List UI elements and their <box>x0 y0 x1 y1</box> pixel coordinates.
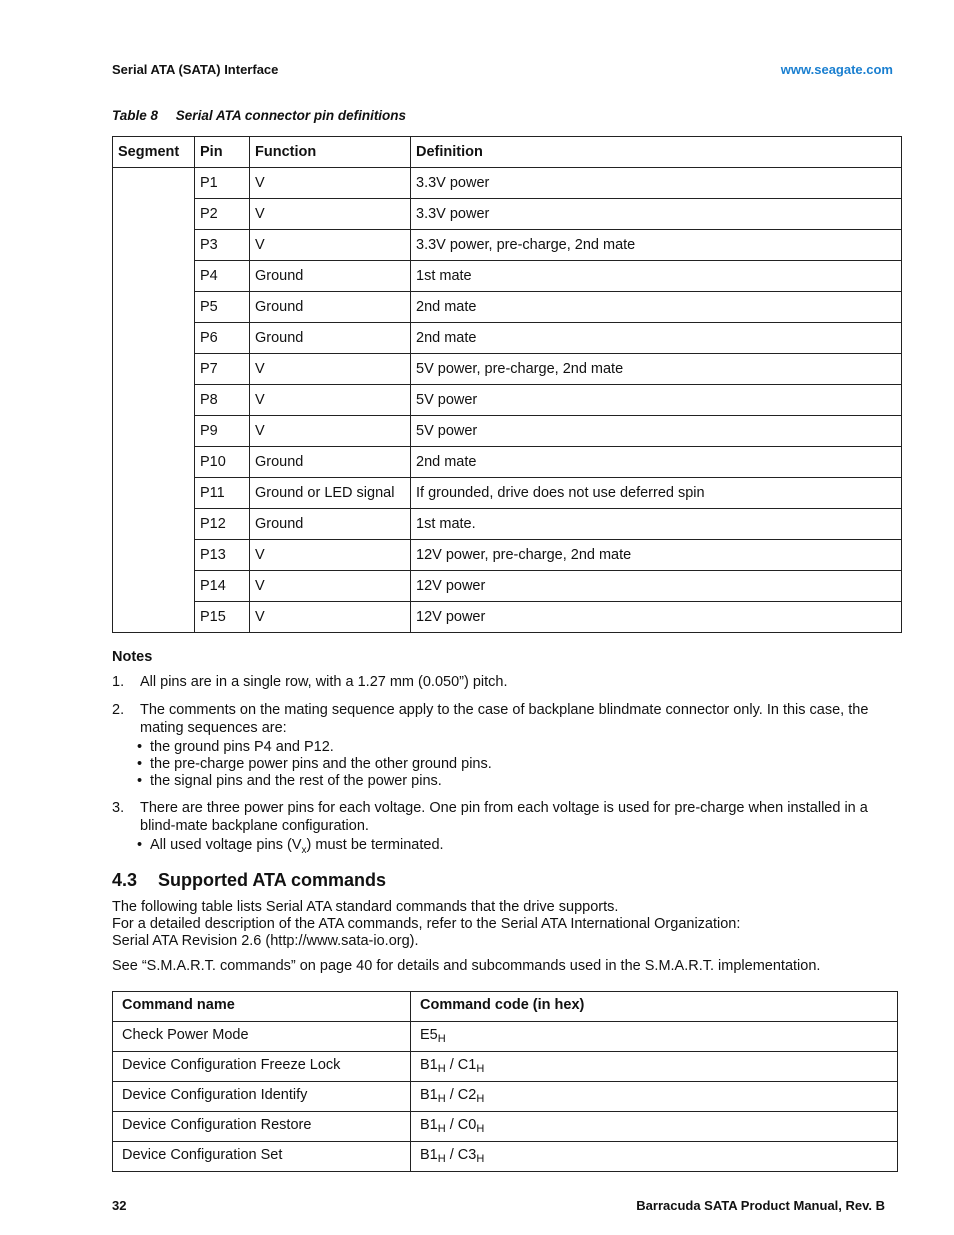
definition-cell: 5V power <box>411 385 902 416</box>
hex-code: C3 <box>457 1147 477 1163</box>
table-row <box>113 602 902 633</box>
function-cell: V <box>250 230 411 261</box>
table-caption-text: Serial ATA connector pin definitions <box>175 108 407 123</box>
hex-code: C1 <box>457 1057 477 1073</box>
table-row <box>113 1082 898 1112</box>
hex-code: E5 <box>420 1027 438 1043</box>
segment-cell <box>113 168 195 633</box>
command-code-cell <box>411 1082 898 1112</box>
hex-code: B1 <box>420 1057 438 1073</box>
definition-cell: If grounded, drive does not use deferred spin <box>411 478 902 509</box>
definition-cell: 1st mate <box>411 261 902 292</box>
hex-code: B1 <box>420 1087 438 1103</box>
table-row <box>113 199 902 230</box>
column-header-pin: Pin <box>195 137 250 168</box>
command-name-cell: Device Configuration Set <box>113 1142 411 1172</box>
definition-cell: 3.3V power <box>411 168 902 199</box>
table-row <box>113 1022 898 1052</box>
table-row <box>113 354 902 385</box>
pin-cell: P7 <box>195 354 250 385</box>
command-name-cell: Check Power Mode <box>113 1022 411 1052</box>
table-header-row <box>113 992 898 1022</box>
function-cell: Ground <box>250 292 411 323</box>
table-row <box>113 509 902 540</box>
pin-cell: P11 <box>195 478 250 509</box>
definition-cell: 12V power <box>411 571 902 602</box>
table-row <box>113 1142 898 1172</box>
subscript: x <box>301 844 307 856</box>
pin-cell: P4 <box>195 261 250 292</box>
pin-cell: P5 <box>195 292 250 323</box>
definition-cell: 2nd mate <box>411 447 902 478</box>
definition-cell: 2nd mate <box>411 292 902 323</box>
table-row <box>113 230 902 261</box>
list-item: • the ground pins P4 and P12. <box>140 739 902 756</box>
command-code-cell <box>411 1022 898 1052</box>
table-row <box>113 385 902 416</box>
pin-table-body <box>113 168 902 633</box>
hex-suffix: H <box>476 1093 485 1105</box>
function-cell: V <box>250 602 411 633</box>
commands-table-body <box>113 1022 898 1172</box>
definition-cell: 1st mate. <box>411 509 902 540</box>
note-number: 3. <box>112 800 125 816</box>
column-header-command-code: Command code (in hex) <box>411 992 898 1022</box>
command-name-cell: Device Configuration Freeze Lock <box>113 1052 411 1082</box>
pin-cell: P3 <box>195 230 250 261</box>
smart-reference-paragraph: See “S.M.A.R.T. commands” on page 40 for details and subcommands used in the S.M.A.R.T. implementation. <box>112 958 821 974</box>
footer-manual-title: Barracuda SATA Product Manual, Rev. B <box>636 1198 885 1213</box>
definition-cell: 12V power, pre-charge, 2nd mate <box>411 540 902 571</box>
function-cell: V <box>250 354 411 385</box>
table-row <box>113 571 902 602</box>
paragraph-line: For a detailed description of the ATA commands, refer to the Serial ATA International Organization: <box>112 916 741 932</box>
bullet-text: ) must be terminated. <box>306 837 444 853</box>
table-row <box>113 261 902 292</box>
command-code-cell <box>411 1112 898 1142</box>
definition-cell: 12V power <box>411 602 902 633</box>
table-row <box>113 168 902 199</box>
function-cell: Ground or LED signal <box>250 478 411 509</box>
function-cell: V <box>250 540 411 571</box>
pin-cell: P12 <box>195 509 250 540</box>
column-header-segment: Segment <box>113 137 195 168</box>
table-row <box>113 1052 898 1082</box>
list-item: • the pre-charge power pins and the other ground pins. <box>140 756 902 773</box>
notes-heading: Notes <box>112 649 153 665</box>
function-cell: V <box>250 385 411 416</box>
definition-cell: 2nd mate <box>411 323 902 354</box>
function-cell: Ground <box>250 261 411 292</box>
command-code-cell <box>411 1142 898 1172</box>
note-2 <box>112 701 902 790</box>
table-header-row <box>113 137 902 168</box>
header-section-title: Serial ATA (SATA) Interface <box>112 62 279 77</box>
note-text: There are three power pins for each voltage. One pin from each voltage is used for pre-charge when installed in a blind-mate backplane configuration. <box>140 800 868 834</box>
pin-cell: P9 <box>195 416 250 447</box>
table-row <box>113 292 902 323</box>
hex-code: B1 <box>420 1117 438 1133</box>
hex-suffix: H <box>437 1153 446 1165</box>
note-number: 2. <box>112 702 125 718</box>
code-separator: / <box>445 1087 458 1103</box>
header-website-link[interactable]: www.seagate.com <box>780 62 893 77</box>
paragraph-line: Serial ATA Revision 2.6 (http://www.sata-io.org). <box>112 933 419 949</box>
list-item <box>140 837 902 859</box>
table-row <box>113 478 902 509</box>
definition-cell: 5V power <box>411 416 902 447</box>
command-name-cell: Device Configuration Restore <box>113 1112 411 1142</box>
pin-definitions-table <box>112 136 902 633</box>
table-row <box>113 323 902 354</box>
list-item: • the signal pins and the rest of the power pins. <box>140 773 902 790</box>
pin-cell: P13 <box>195 540 250 571</box>
definition-cell: 3.3V power <box>411 199 902 230</box>
definition-cell: 5V power, pre-charge, 2nd mate <box>411 354 902 385</box>
column-header-function: Function <box>250 137 411 168</box>
ata-commands-table <box>112 991 898 1172</box>
bullet-text: All used voltage pins (V <box>150 837 302 853</box>
note-number: 1. <box>112 674 125 690</box>
column-header-command-name: Command name <box>113 992 411 1022</box>
function-cell: Ground <box>250 509 411 540</box>
hex-code: C2 <box>457 1087 477 1103</box>
paragraph-line: The following table lists Serial ATA standard commands that the drive supports. <box>112 899 619 915</box>
section-title: Supported ATA commands <box>158 870 387 890</box>
mating-sequence-list <box>112 739 902 790</box>
hex-suffix: H <box>476 1063 485 1075</box>
pin-cell: P2 <box>195 199 250 230</box>
section-heading <box>112 870 386 891</box>
command-code-cell <box>411 1052 898 1082</box>
table-row <box>113 447 902 478</box>
function-cell: V <box>250 416 411 447</box>
hex-code: C0 <box>457 1117 477 1133</box>
function-cell: Ground <box>250 447 411 478</box>
table-row <box>113 1112 898 1142</box>
code-separator: / <box>445 1057 458 1073</box>
pin-cell: P8 <box>195 385 250 416</box>
hex-suffix: H <box>476 1153 485 1165</box>
table-row <box>113 540 902 571</box>
function-cell: Ground <box>250 323 411 354</box>
table-caption <box>112 108 406 123</box>
page-number: 32 <box>112 1198 127 1213</box>
table-row <box>113 416 902 447</box>
column-header-definition: Definition <box>411 137 902 168</box>
pin-cell: P1 <box>195 168 250 199</box>
pin-cell: P6 <box>195 323 250 354</box>
function-cell: V <box>250 199 411 230</box>
section-intro-paragraph <box>112 899 912 950</box>
note-3 <box>112 799 902 859</box>
hex-suffix: H <box>437 1033 446 1045</box>
note-text: The comments on the mating sequence apply to the case of backplane blindmate connector only. In this case, the mating sequences are: <box>140 702 869 736</box>
hex-suffix: H <box>476 1123 485 1135</box>
code-separator: / <box>445 1117 458 1133</box>
note-text: All pins are in a single row, with a 1.27 mm (0.050”) pitch. <box>140 674 508 690</box>
pin-cell: P15 <box>195 602 250 633</box>
function-cell: V <box>250 168 411 199</box>
hex-code: B1 <box>420 1147 438 1163</box>
definition-cell: 3.3V power, pre-charge, 2nd mate <box>411 230 902 261</box>
function-cell: V <box>250 571 411 602</box>
pin-cell: P14 <box>195 571 250 602</box>
table-caption-number: Table 8 <box>112 108 159 123</box>
hex-suffix: H <box>437 1093 446 1105</box>
hex-suffix: H <box>437 1123 446 1135</box>
section-number: 4.3 <box>112 870 138 890</box>
voltage-pins-list <box>112 837 902 859</box>
note-1 <box>112 673 902 691</box>
code-separator: / <box>445 1147 458 1163</box>
pin-cell: P10 <box>195 447 250 478</box>
hex-suffix: H <box>437 1063 446 1075</box>
command-name-cell: Device Configuration Identify <box>113 1082 411 1112</box>
